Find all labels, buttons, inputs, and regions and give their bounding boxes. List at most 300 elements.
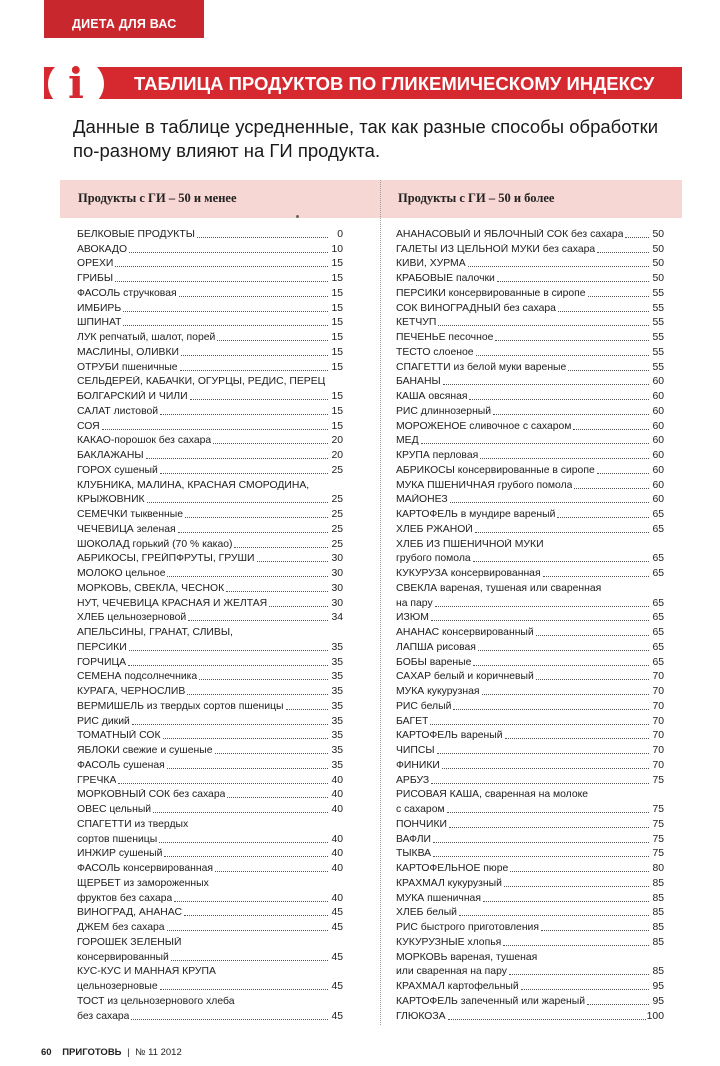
product-name: ТЫКВА [396,848,432,860]
table-row [396,742,664,757]
gi-value: 35 [331,671,343,683]
table-row [396,565,664,580]
gi-value: 35 [331,641,343,653]
gi-value: 15 [331,332,343,343]
table-row [396,683,664,698]
product-name: РИС длиннозерный [396,405,492,417]
gi-value: 25 [331,464,343,476]
table-row [396,624,664,639]
dot-leader [215,871,328,872]
product-name: КРАХМАЛ кукурузный [396,877,502,889]
table-row [396,300,664,315]
dot-leader [153,812,328,813]
table-row [396,964,664,979]
product-name: КАРТОФЕЛЬ запеченный или жареный [396,995,586,1007]
gi-value: 15 [331,302,343,314]
dot-leader [447,812,649,813]
product-name: СПАГЕТТИ из твердых [77,818,189,830]
gi-value: 70 [652,715,664,727]
gi-value: 65 [652,656,664,668]
product-name: СВЕКЛА вареная, тушеная или сваренная [396,582,602,594]
gi-value: 35 [331,730,343,742]
product-name: сортов пшеницы [77,833,158,845]
right-column-header: Продукты с ГИ – 50 и более [398,191,555,205]
dot-leader [505,738,649,739]
gi-value: 35 [331,745,343,756]
table-row [77,285,343,300]
product-name: ТОМАТНЫЙ СОК [77,730,161,742]
page-footer [41,1047,182,1058]
gi-value: 65 [652,612,664,624]
gi-value: 55 [652,332,664,343]
dot-leader [541,930,649,931]
product-name: ЯБЛОКИ свежие и сушеные [77,745,213,756]
table-row [77,860,343,875]
gi-value: 70 [652,745,664,756]
table-row [77,329,343,344]
dot-leader [504,886,649,887]
product-name: КУКУРУЗНЫЕ хлопья [396,936,502,948]
dot-leader [557,517,649,518]
product-name: ШПИНАТ [77,317,122,329]
product-name: цельнозерновые [77,981,158,992]
dot-leader [269,606,328,607]
table-row [77,831,343,846]
gi-value: 40 [331,863,343,874]
product-name: КАКАО-порошок без сахара [77,435,212,447]
table-row [77,728,343,743]
product-name: фруктов без сахара [77,892,173,904]
product-name: ПОНЧИКИ [396,818,447,830]
product-name: ХЛЕБ цельнозерновой [77,612,187,624]
gi-value: 15 [331,346,343,358]
footer-separator: | [127,1047,130,1058]
table-row [77,462,343,477]
gi-value: 35 [331,700,343,712]
dot-leader [185,517,328,518]
table-row [396,226,664,241]
gi-value: 75 [652,833,664,845]
table-row [396,1008,664,1023]
product-name: ПЕРСИКИ [77,641,127,653]
dot-leader [468,266,649,267]
table-row [396,315,664,330]
table-row [396,846,664,861]
product-name: МАЙОНЕЗ [396,494,448,506]
dot-leader [215,753,329,754]
gi-value: 85 [652,966,664,978]
dot-leader [558,311,649,312]
gi-value: 85 [652,892,664,904]
table-row [396,344,664,359]
product-name: КРАБОВЫЕ палочки [396,273,495,284]
table-row [77,669,343,684]
dot-leader [476,355,649,356]
gi-value: 15 [331,258,343,270]
dot-leader [115,266,328,267]
product-name: БАКЛАЖАНЫ [77,450,144,461]
dot-leader [164,856,328,857]
dot-leader [197,237,328,238]
product-name: СПАГЕТТИ из белой муки вареные [396,361,567,373]
product-name: МОЛОКО цельное [77,568,166,579]
gi-value: 15 [331,361,343,373]
page-number: 60 [41,1047,52,1058]
product-name: ФАСОЛЬ консервированная [77,863,214,874]
product-name: ГАЛЕТЫ ИЗ ЦЕЛЬНОЙ МУКИ без сахара [396,243,596,255]
table-row [77,418,343,433]
table-row [396,919,664,934]
table-row [396,418,664,433]
gi-value: 60 [652,420,664,432]
dot-leader [433,842,649,843]
table-row [77,270,343,285]
dot-leader [438,325,649,326]
gi-value: 65 [652,509,664,520]
gi-value: 75 [652,804,664,815]
table-row [77,816,343,831]
dot-leader [217,340,328,341]
table-row [77,536,343,551]
table-row [77,964,343,979]
product-name: КУС-КУС И МАННАЯ КРУПА [77,966,216,978]
product-name: НУТ, ЧЕЧЕВИЦА КРАСНАЯ И ЖЕЛТАЯ [77,597,268,609]
product-name: КИВИ, ХУРМА [396,258,466,270]
table-row [77,772,343,787]
table-row [396,801,664,816]
table-row [396,610,664,625]
table-row [396,580,664,595]
gi-value: 60 [652,391,664,402]
table-row [77,492,343,507]
gi-value: 40 [331,848,343,860]
dot-leader [123,325,328,326]
dot-leader [509,974,649,975]
gi-value: 40 [331,833,343,845]
product-name: ИМБИРЬ [77,302,122,314]
product-name: КУКУРУЗА консервированная [396,568,541,579]
table-row [77,978,343,993]
product-name: ШОКОЛАД горький (70 % какао) [77,538,233,550]
dot-leader [536,635,649,636]
dot-leader [574,488,649,489]
table-row [396,654,664,669]
table-row [396,477,664,492]
product-name: ЩЕРБЕТ из замороженных [77,877,209,889]
dot-leader [493,414,649,415]
gi-value: 45 [331,981,343,992]
dot-leader [129,252,328,253]
gi-value: 35 [331,656,343,668]
table-row [77,595,343,610]
gi-value: 75 [652,818,664,830]
product-name: МУКА пшеничная [396,892,481,904]
gi-value: 65 [652,553,664,565]
gi-value: 45 [331,951,343,963]
gi-value: 50 [652,228,664,240]
product-name: КРУПА перловая [396,450,479,461]
gi-value: 30 [331,582,343,594]
header-dot [296,215,299,218]
product-name: МУКА кукурузная [396,686,480,697]
gi-value: 50 [652,243,664,255]
dot-leader [160,414,328,415]
dot-leader [167,930,328,931]
product-name: ИЗЮМ [396,612,429,624]
dot-leader [187,694,328,695]
table-row [396,639,664,654]
product-name: ОРЕХИ [77,258,114,270]
gi-value: 85 [652,936,664,948]
dot-leader [102,429,328,430]
table-row [396,934,664,949]
table-row [396,551,664,566]
product-name: БАНАНЫ [396,376,441,388]
product-name: РИС дикий [77,715,130,727]
dot-leader [174,901,328,902]
product-name: ХЛЕБ ИЗ ПШЕНИЧНОЙ МУКИ [396,538,544,550]
gi-value: 25 [331,509,343,520]
product-name: ОВЕС цельный [77,804,152,815]
dot-leader [597,473,649,474]
product-name: АВОКАДО [77,243,128,255]
dot-leader [510,871,649,872]
gi-value: 34 [331,612,343,624]
dot-leader [213,443,328,444]
gi-value: 0 [337,228,343,240]
table-row [77,403,343,418]
gi-value: 70 [652,759,664,771]
product-name: ГЛЮКОЗА [396,1010,446,1022]
table-row [396,536,664,551]
gi-value: 95 [652,995,664,1007]
gi-value: 40 [331,774,343,786]
gi-value: 15 [331,420,343,432]
gi-value: 15 [331,391,343,402]
product-name: ПЕРСИКИ консервированные в сиропе [396,287,586,299]
dot-leader [167,768,328,769]
gi-value: 25 [331,494,343,506]
product-name: КЛУБНИКА, МАЛИНА, КРАСНАЯ СМОРОДИНА, [77,479,310,491]
dot-leader [159,842,328,843]
table-row [396,993,664,1008]
dot-leader [180,370,328,371]
table-row [396,831,664,846]
product-name: КАША овсяная [396,391,468,402]
product-name: консервированный [77,951,169,963]
dot-leader [146,458,328,459]
table-row [396,433,664,448]
gi-value: 35 [331,686,343,697]
dot-leader [543,576,649,577]
dot-leader [443,384,649,385]
product-name: САЛАТ листовой [77,405,159,417]
magazine-name: ПРИГОТОВЬ [62,1047,122,1058]
product-name: СЕЛЬДЕРЕЙ, КАБАЧКИ, ОГУРЦЫ, РЕДИС, ПЕРЕЦ [77,376,326,388]
table-row [396,388,664,403]
table-row [396,757,664,772]
product-name: МЕД [396,435,419,447]
gi-value: 70 [652,700,664,712]
page-title: ТАБЛИЦА ПРОДУКТОВ ПО ГЛИКЕМИЧЕСКОМУ ИНДЕКСУ [134,73,655,94]
product-name: ДЖЕМ без сахара [77,922,165,933]
table-row [77,757,343,772]
dot-leader [521,989,649,990]
table-row [396,978,664,993]
dot-leader [475,532,649,533]
table-row [77,315,343,330]
product-name: АБРИКОСЫ консервированные в сиропе [396,464,595,476]
table-row [77,890,343,905]
dot-leader [178,532,328,533]
gi-value: 35 [331,715,343,727]
table-row [396,359,664,374]
gi-value: 60 [652,450,664,461]
product-name: ЧЕЧЕВИЦА зеленая [77,523,176,535]
table-row [77,226,343,241]
gi-value: 65 [652,523,664,535]
info-icon: i [68,59,84,108]
product-name: ЧИПСЫ [396,745,435,756]
product-name: СЕМЕНА подсолнечника [77,671,198,683]
product-name: ТОСТ из цельнозернового хлеба [77,995,235,1007]
product-name: РИСОВАЯ КАША, сваренная на молоке [396,789,589,801]
table-row [77,875,343,890]
product-name: ОТРУБИ пшеничные [77,361,178,373]
gi-value: 45 [331,1010,343,1022]
table-row [77,477,343,492]
table-row [77,919,343,934]
product-name: СОЯ [77,420,100,432]
product-name: МОРКОВЬ вареная, тушеная [396,951,538,963]
product-name: МОРКОВЬ, СВЕКЛА, ЧЕСНОК [77,582,225,594]
column-divider [380,180,381,1025]
product-name: АРБУЗ [396,774,430,786]
product-name: или сваренная на пару [396,966,507,978]
table-row [77,846,343,861]
table-row [396,713,664,728]
table-row [396,890,664,905]
gi-value: 75 [652,848,664,860]
table-row [396,787,664,802]
dot-leader [587,1004,649,1005]
gi-value: 35 [331,759,343,771]
right-column-list [396,226,664,1023]
product-name: с сахаром [396,804,445,815]
gi-value: 15 [331,405,343,417]
dot-leader [129,650,328,651]
dot-leader [184,915,328,916]
product-name: ФАСОЛЬ стручковая [77,287,177,299]
dot-leader [226,591,328,592]
gi-value: 30 [331,597,343,609]
gi-value: 50 [652,258,664,270]
dot-leader [437,753,649,754]
table-row [77,742,343,757]
gi-value: 60 [652,464,664,476]
table-row [396,462,664,477]
product-name: ГОРОШЕК ЗЕЛЕНЫЙ [77,936,182,948]
dot-leader [430,724,649,725]
gi-value: 25 [331,538,343,550]
gi-value: 85 [652,922,664,933]
table-row [396,241,664,256]
section-tag [44,0,204,38]
gi-value: 60 [652,435,664,447]
gi-value: 20 [331,450,343,461]
gi-value: 60 [652,376,664,388]
table-row [77,934,343,949]
dot-leader [536,679,649,680]
gi-value: 20 [331,435,343,447]
dot-leader [482,694,650,695]
product-name: МОРОЖЕНОЕ сливочное с сахаром [396,420,572,432]
gi-value: 55 [652,361,664,373]
table-row [396,492,664,507]
dot-leader [597,252,649,253]
product-name: без сахара [77,1010,130,1022]
dot-leader [625,237,649,238]
table-row [396,285,664,300]
product-name: ЛАПША рисовая [396,641,476,653]
dot-leader [449,827,649,828]
dot-leader [497,281,649,282]
table-row [396,521,664,536]
gi-value: 15 [331,287,343,299]
gi-value: 30 [331,568,343,579]
table-row [396,728,664,743]
dot-leader [473,665,649,666]
table-row [77,374,343,389]
product-name: ВИНОГРАД, АНАНАС [77,907,183,919]
gi-value: 85 [652,877,664,889]
table-row [77,639,343,654]
table-row [77,949,343,964]
product-name: ПЕЧЕНЬЕ песочное [396,332,494,343]
gi-value: 60 [652,494,664,506]
gi-value: 70 [652,730,664,742]
info-badge [48,60,104,108]
table-row [77,521,343,536]
gi-value: 65 [652,641,664,653]
table-row [77,610,343,625]
product-name: МОРКОВНЫЙ СОК без сахара [77,789,226,801]
gi-value: 15 [331,317,343,329]
table-row [77,683,343,698]
dot-leader [588,296,649,297]
dot-leader [147,502,328,503]
table-row [396,447,664,462]
gi-value: 55 [652,302,664,314]
gi-value: 80 [652,863,664,874]
dot-leader [123,311,328,312]
table-row [396,595,664,610]
intro-text: Данные в таблице усредненные, так как разные способы обработки по-разному влияют на ГИ продукта. [73,116,659,161]
gi-value: 65 [652,597,664,609]
dot-leader [179,296,328,297]
gi-value: 40 [331,892,343,904]
gi-value: 65 [652,568,664,579]
table-row [396,772,664,787]
dot-leader [227,797,328,798]
product-name: АПЕЛЬСИНЫ, ГРАНАТ, СЛИВЫ, [77,627,233,638]
product-name: ХЛЕБ РЖАНОЙ [396,523,473,535]
dot-leader [448,1019,646,1020]
dot-leader [128,665,328,666]
gi-value: 50 [652,273,664,284]
gi-value: 85 [652,907,664,919]
product-name: РИС быстрого приготовления [396,922,539,933]
